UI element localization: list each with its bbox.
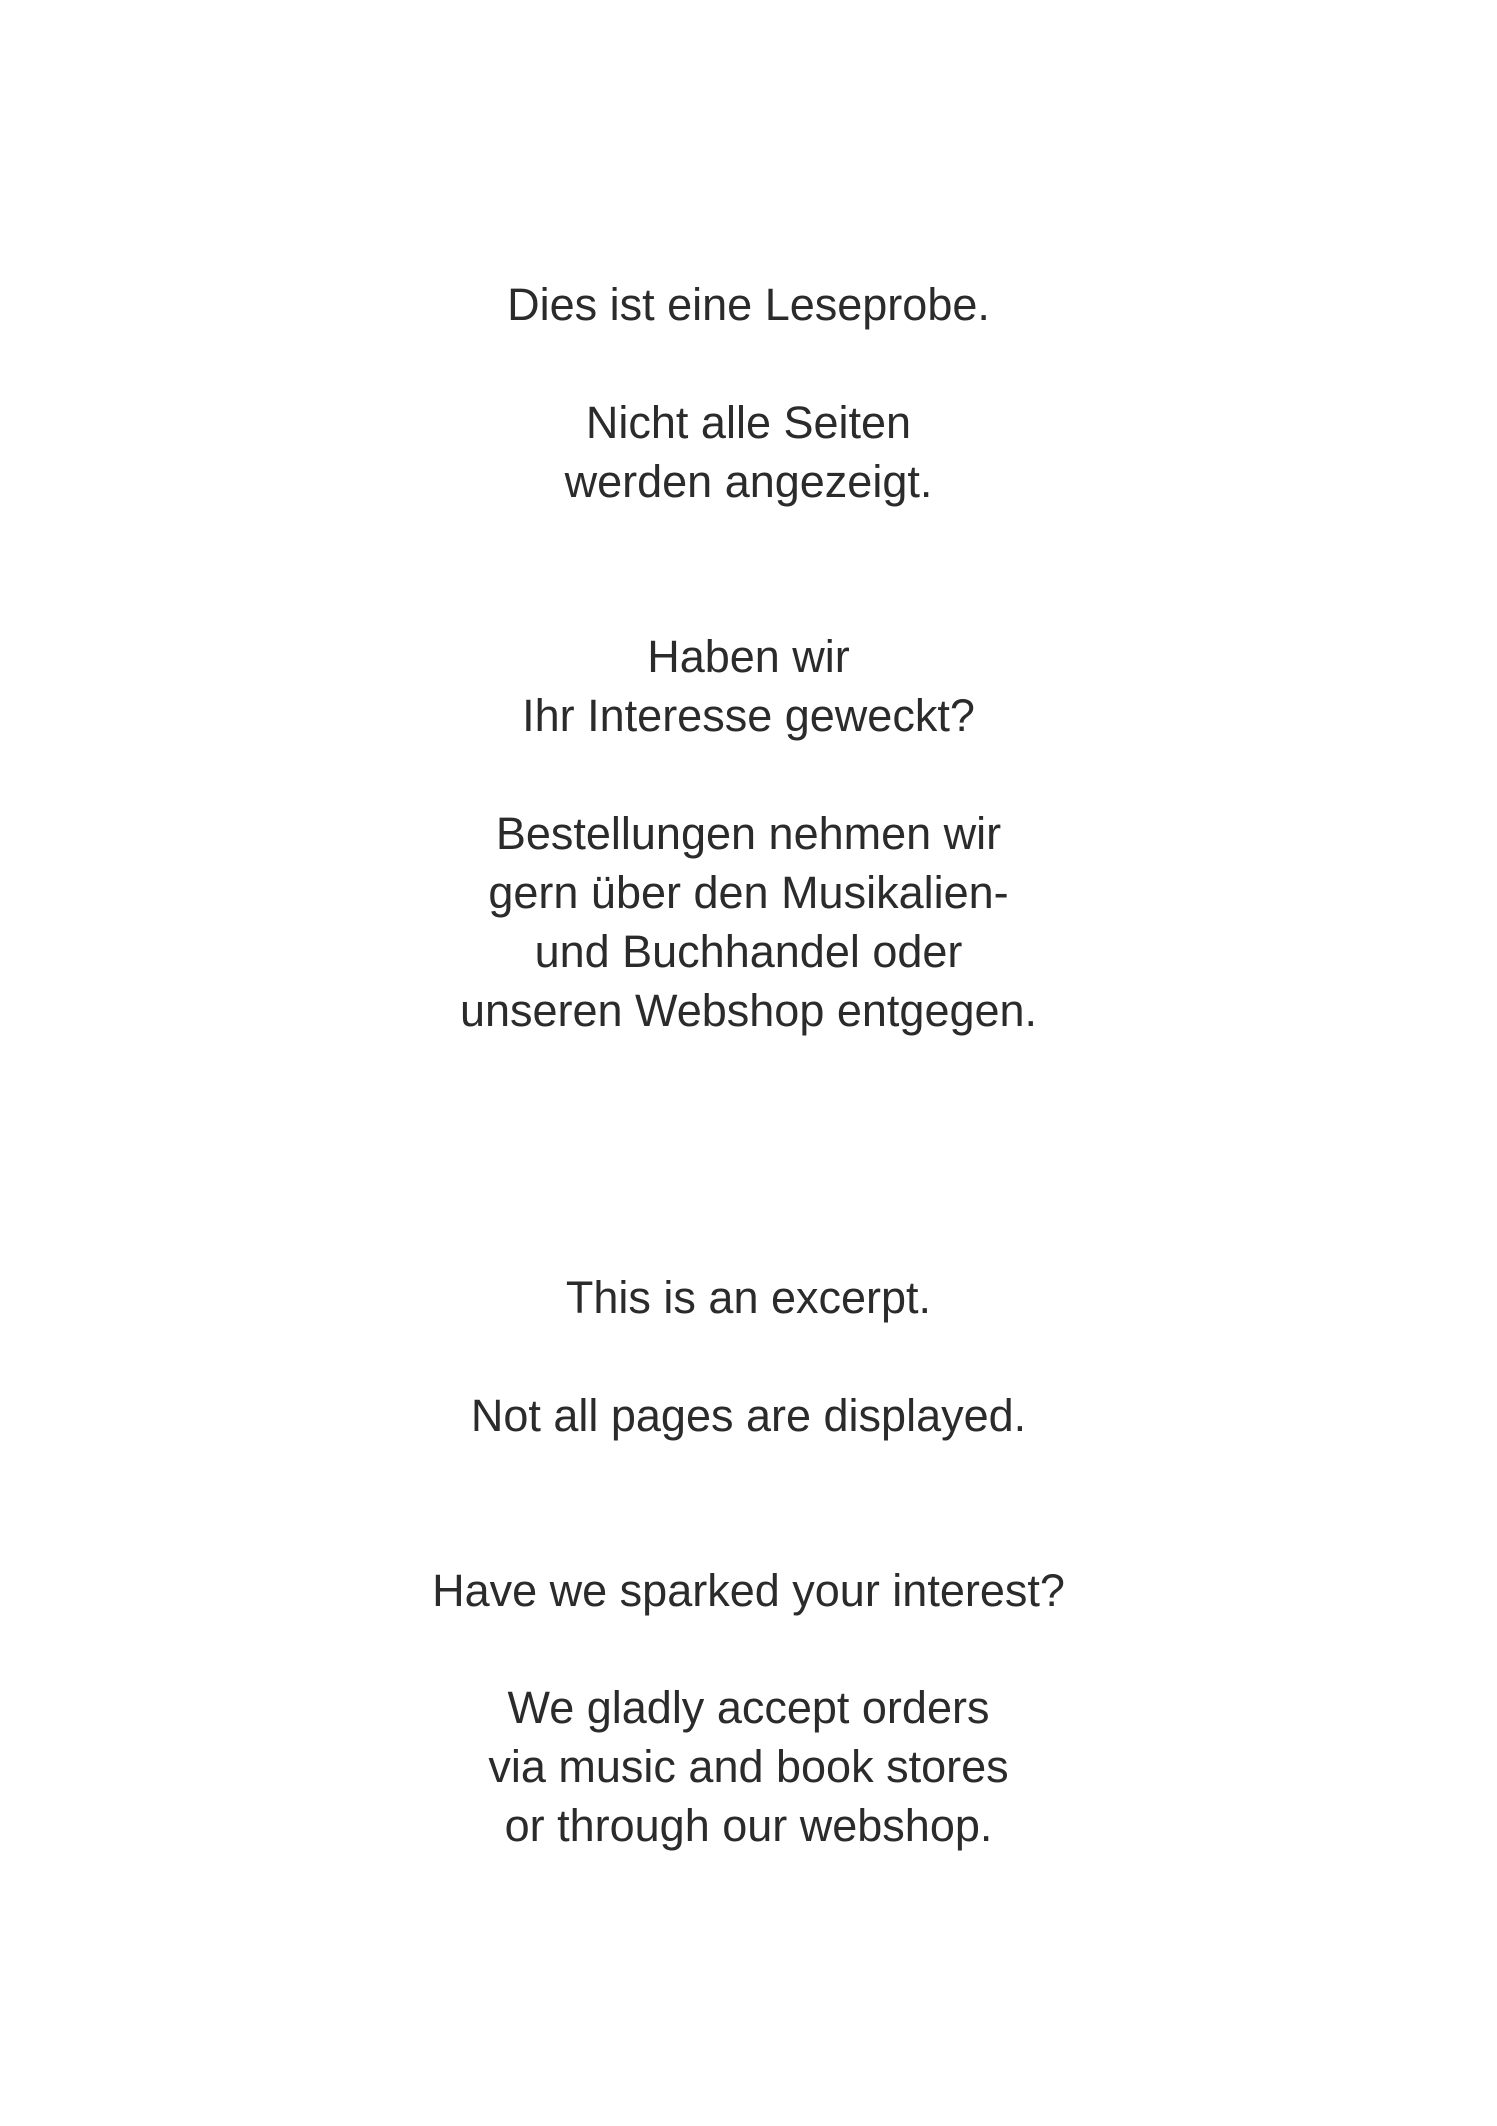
english-interest-question	[0, 1561, 1497, 1620]
german-interest-question	[0, 627, 1497, 745]
german-excerpt-notice	[0, 275, 1497, 334]
german-orders-line: gern über den Musikalien-	[488, 867, 1009, 918]
german-excerpt-notice-text: Dies ist eine Leseprobe.	[507, 279, 990, 330]
english-interest-text: Have we sparked your interest?	[432, 1565, 1065, 1616]
english-excerpt-notice	[0, 1268, 1497, 1327]
german-orders-line: unseren Webshop entgegen.	[459, 985, 1038, 1036]
english-orders-line: or through our webshop.	[504, 1800, 993, 1851]
german-interest-line: Haben wir	[647, 631, 850, 682]
german-pages-notice-line: Nicht alle Seiten	[585, 397, 912, 448]
english-pages-notice	[0, 1386, 1497, 1445]
german-pages-notice-line: werden angezeigt.	[564, 456, 933, 507]
english-orders-paragraph	[0, 1678, 1497, 1855]
german-orders-line: und Buchhandel oder	[534, 926, 963, 977]
german-orders-paragraph	[0, 804, 1497, 1040]
german-orders-line: Bestellungen nehmen wir	[495, 808, 1002, 859]
english-orders-line: We gladly accept orders	[507, 1682, 990, 1733]
english-orders-line: via music and book stores	[488, 1741, 1009, 1792]
english-excerpt-notice-text: This is an excerpt.	[565, 1272, 932, 1323]
german-pages-notice	[0, 393, 1497, 511]
german-interest-line: Ihr Interesse geweckt?	[522, 690, 975, 741]
english-pages-notice-text: Not all pages are displayed.	[470, 1390, 1027, 1441]
